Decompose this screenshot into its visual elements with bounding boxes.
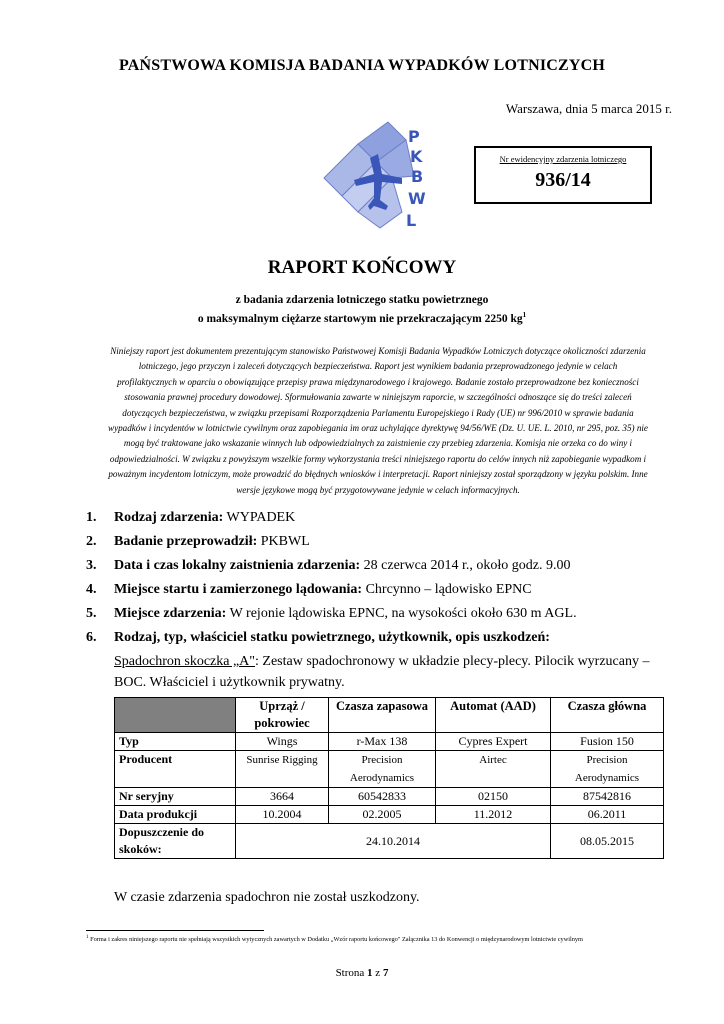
table-row [115, 733, 664, 751]
table-row [115, 806, 664, 824]
footnote-separator [86, 930, 264, 931]
table-header-cell: Czasza zapasowa [329, 698, 436, 733]
table-cell: Precision Aerodynamics [329, 751, 436, 788]
table-cell: Sunrise Rigging [236, 751, 329, 788]
table-cell: 02.2005 [329, 806, 436, 824]
table-row [115, 788, 664, 806]
logo-letter: K [410, 147, 423, 166]
table-cell: Cypres Expert [436, 733, 551, 751]
table-cell: 60542833 [329, 788, 436, 806]
footnote-mark: 1 [86, 935, 89, 940]
table-row [115, 824, 664, 859]
row-label: Nr seryjny [115, 788, 236, 806]
report-sections [86, 506, 676, 693]
parachute-name: Spadochron skoczka „A" [114, 654, 256, 669]
puzzle-emblem-icon [324, 122, 417, 230]
reference-number: 936/14 [535, 169, 591, 191]
report-date: Warszawa, dnia 5 marca 2015 r. [505, 101, 672, 116]
table-cell: 87542816 [551, 788, 664, 806]
section-1 [86, 506, 676, 530]
disclaimer-paragraph: Niniejszy raport jest dokumentem prezentującym stanowisko Państwowej Komisji Badania Wypadków Lotniczych dotyczące okoliczności zdarzenia lotniczego, jego przyczyn i zaleceń dotyczących bezpieczeństwa. Raport jest wynikiem badania przeprowadzonego jedynie w celach profilaktycznych w oparciu o obowiązujące przepisy prawa międzynarodowego i krajowego. Badanie zostało przeprowadzone bez konieczności stosowania prawnej procedury dowodowej. Sformułowania zawarte w niniejszym raporcie, w szczególności odnoszące się do treści zaleceń dotyczących bezpieczeństwa, w związku przepisami Rozporządzenia Parlamentu Europejskiego i Rady (UE) nr 996/2010 w sprawie badania wypadków i incydentów w lotnictwie cywilnym oraz zapobiegania im oraz uchylające dyrektywę 94/56/WE (Dz. U. UE. L. 2010, nr 295, poz. 35) nie mogą być traktowane jako wskazanie winnych lub odpowiedzialnych za zaistnienie czy przebieg zdarzenia. Komisja nie orzeka co do winy i odpowiedzialności. W związku z powyższym wszelkie formy wykorzystania treści niniejszego raportu do celów innych niż zapobieganie wypadkom i poważnym incydentom lotniczym, może prowadzić do błędnych wniosków i interpretacji. Raport niniejszy został sporządzony w języku polskim. Inne wersje językowe mogą być przygotowywane jedynie w celach informacyjnych. [108, 346, 648, 495]
row-label: Data produkcji [115, 806, 236, 824]
section-number: 3. [86, 558, 97, 573]
section-6-description: Spadochron skoczka „A": Zestaw spadochronowy w układzie plecy-plecy. Pilocik wyrzucany – BOC. Właściciel i użytkownik prywatny. [114, 654, 650, 690]
section-label: Miejsce startu i zamierzonego lądowania: [114, 582, 363, 597]
section-label: Rodzaj, typ, właściciel statku powietrznego, użytkownik, opis uszkodzeń: [114, 630, 550, 645]
section-number: 1. [86, 510, 97, 525]
pkbwl-logo [318, 116, 436, 236]
table-cell: 10.2004 [236, 806, 329, 824]
commission-name: PAŃSTWOWA KOMISJA BADANIA WYPADKÓW LOTNICZYCH [118, 57, 606, 74]
table-header-row [115, 698, 664, 733]
row-label: Producent [115, 751, 236, 788]
section-value: W rejonie lądowiska EPNC, na wysokości około 630 m AGL. [226, 606, 577, 621]
report-subtitle [0, 293, 724, 327]
footnote: $^1$ Forma i zakres niniejszego raportu nie spełniają wszystkich wytycznych zawartych w Dodatku „Wzór raportu końcowego" Załącznika 13 do Konwencji o międzynarodowym lotnictwie cywilnym [86, 935, 583, 944]
report-title: RAPORT KOŃCOWY [267, 257, 457, 278]
logo-letter: P [408, 127, 420, 146]
table-cell: r-Max 138 [329, 733, 436, 751]
section-label: Badanie przeprowadził: [114, 534, 258, 549]
logo-letter: B [411, 167, 424, 186]
section-3 [86, 554, 676, 578]
table-cell: Precision Aerodynamics [551, 751, 664, 788]
section-value: 28 czerwca 2014 r., około godz. 9.00 [360, 558, 571, 573]
table-header-cell: Uprząż / pokrowiec [236, 698, 329, 733]
section-label: Miejsce zdarzenia: [114, 606, 227, 621]
logo-letter: W [408, 189, 426, 208]
row-label: Typ [115, 733, 236, 751]
reference-label: Nr ewidencyjny zdarzenia lotniczego [499, 154, 627, 164]
table-cell: 3664 [236, 788, 329, 806]
section-number: 5. [86, 606, 97, 621]
section-value: PKBWL [257, 534, 310, 549]
pkbwl-letters [406, 127, 426, 230]
table-cell: Fusion 150 [551, 733, 664, 751]
table-cell: 06.2011 [551, 806, 664, 824]
logo-letter: L [406, 211, 417, 230]
table-cell: Wings [236, 733, 329, 751]
section-number: 4. [86, 582, 97, 597]
section-value: WYPADEK [223, 510, 296, 525]
table-header-cell: Automat (AAD) [436, 698, 551, 733]
section-label: Data i czas lokalny zaistnienia zdarzenia: [114, 558, 361, 573]
table-cell-merged: 24.10.2014 [236, 824, 551, 859]
subtitle-line-1: z badania zdarzenia lotniczego statku powietrznego [235, 294, 489, 306]
reference-number-box [474, 146, 652, 204]
table-cell: Airtec [436, 751, 551, 788]
section-6 [86, 626, 676, 650]
row-label: Dopuszczenie do skoków: [115, 824, 236, 859]
damage-statement: W czasie zdarzenia spadochron nie został uszkodzony. [114, 890, 420, 905]
footnote-ref[interactable]: 1 [522, 311, 527, 319]
equipment-table [114, 697, 664, 859]
table-header-cell: Czasza główna [551, 698, 664, 733]
section-2 [86, 530, 676, 554]
section-value: Chrcynno – lądowisko EPNC [362, 582, 532, 597]
subtitle-line-2: o maksymalnym ciężarze startowym nie przekraczającym 2250 $kg^1$ [197, 311, 527, 325]
section-label: Rodzaj zdarzenia: [114, 510, 224, 525]
table-header-cell [115, 698, 236, 733]
section-4 [86, 578, 676, 602]
table-cell: 11.2012 [436, 806, 551, 824]
section-number: 6. [86, 630, 97, 645]
table-cell: 08.05.2015 [551, 824, 664, 859]
section-5 [86, 602, 676, 626]
table-row [115, 751, 664, 788]
table-cell: 02150 [436, 788, 551, 806]
section-number: 2. [86, 534, 97, 549]
page-number: Strona 1 z 7 [335, 967, 389, 979]
